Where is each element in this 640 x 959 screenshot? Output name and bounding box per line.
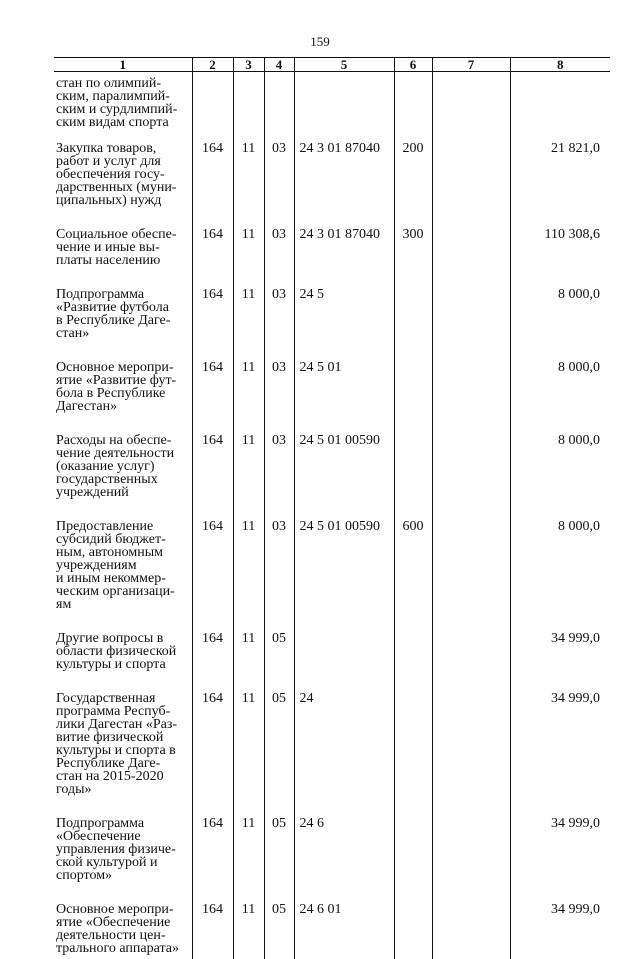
table-row [54,72,610,143]
column-header: 4 [264,58,294,72]
column-7-cell [432,288,510,361]
target-item-code-cell: 24 6 01 [294,903,394,959]
expense-name-cell: Основное меропри- ятие «Развитие фут- бола в Республике Дагестан» [54,361,192,434]
column-header: 1 [54,58,192,72]
subsection-code-cell [264,72,294,143]
column-7-cell [432,817,510,903]
page-number: 159 [0,34,640,50]
subsection-code-cell: 03 [264,228,294,288]
target-item-code-cell: 24 [294,692,394,817]
expense-type-code-cell [394,72,432,143]
table-row [54,228,610,288]
amount-cell: 8 000,0 [510,434,610,520]
subsection-code-cell: 05 [264,903,294,959]
column-header: 7 [432,58,510,72]
header-row [54,58,610,72]
column-7-cell [432,142,510,228]
column-header: 8 [510,58,610,72]
table-row [54,903,610,959]
ministry-code-cell: 164 [192,361,233,434]
subsection-code-cell: 03 [264,288,294,361]
table-header [54,58,610,72]
section-code-cell: 11 [233,142,264,228]
table-row [54,520,610,632]
expense-type-code-cell [394,903,432,959]
amount-cell [510,72,610,143]
column-7-cell [432,632,510,692]
subsection-code-cell: 03 [264,142,294,228]
column-header: 2 [192,58,233,72]
table-body [54,72,610,959]
amount-cell: 110 308,6 [510,228,610,288]
section-code-cell: 11 [233,692,264,817]
column-7-cell [432,361,510,434]
subsection-code-cell: 03 [264,434,294,520]
amount-cell: 34 999,0 [510,817,610,903]
amount-cell: 34 999,0 [510,692,610,817]
ministry-code-cell: 164 [192,288,233,361]
column-header: 6 [394,58,432,72]
section-code-cell: 11 [233,520,264,632]
table-row [54,817,610,903]
expense-name-cell: Основное меропри- ятие «Обеспечение деятельности цен- трального аппарата» [54,903,192,959]
section-code-cell: 11 [233,632,264,692]
ministry-code-cell: 164 [192,142,233,228]
subsection-code-cell: 05 [264,817,294,903]
target-item-code-cell: 24 5 01 [294,361,394,434]
ministry-code-cell [192,72,233,143]
column-7-cell [432,520,510,632]
column-7-cell [432,434,510,520]
subsection-code-cell: 03 [264,520,294,632]
column-header: 5 [294,58,394,72]
amount-cell: 8 000,0 [510,520,610,632]
ministry-code-cell: 164 [192,434,233,520]
ministry-code-cell: 164 [192,692,233,817]
section-code-cell: 11 [233,903,264,959]
column-header: 3 [233,58,264,72]
section-code-cell: 11 [233,288,264,361]
table-row [54,692,610,817]
subsection-code-cell: 05 [264,632,294,692]
amount-cell: 34 999,0 [510,903,610,959]
ministry-code-cell: 164 [192,632,233,692]
section-code-cell: 11 [233,228,264,288]
section-code-cell: 11 [233,434,264,520]
table-row [54,434,610,520]
amount-cell: 21 821,0 [510,142,610,228]
table-row [54,361,610,434]
budget-table [54,57,610,959]
ministry-code-cell: 164 [192,520,233,632]
subsection-code-cell: 05 [264,692,294,817]
target-item-code-cell [294,72,394,143]
expense-type-code-cell [394,632,432,692]
amount-cell: 8 000,0 [510,288,610,361]
column-7-cell [432,903,510,959]
expense-name-cell: Расходы на обеспе- чение деятельности (оказание услуг) государственных учреждений [54,434,192,520]
expense-name-cell: Предоставление субсидий бюджет- ным, автономным учреждениям и иным некоммер- ческим организаци- ям [54,520,192,632]
column-7-cell [432,692,510,817]
ministry-code-cell: 164 [192,817,233,903]
table-row [54,142,610,228]
expense-type-code-cell: 300 [394,228,432,288]
section-code-cell: 11 [233,361,264,434]
subsection-code-cell: 03 [264,361,294,434]
amount-cell: 8 000,0 [510,361,610,434]
expense-name-cell: Социальное обеспе- чение и иные вы- платы населению [54,228,192,288]
target-item-code-cell: 24 3 01 87040 [294,228,394,288]
expense-name-cell: Государственная программа Респуб- лики Дагестан «Раз- витие физической культуры и спорта в Республике Даге- стан на 2015-2020 годы» [54,692,192,817]
target-item-code-cell: 24 6 [294,817,394,903]
expense-name-cell: Другие вопросы в области физической культуры и спорта [54,632,192,692]
expense-name-cell: стан по олимпий- ским, паралимпий- ским и сурдлимпий- ским видам спорта [54,72,192,143]
table-row [54,632,610,692]
target-item-code-cell: 24 3 01 87040 [294,142,394,228]
expense-type-code-cell [394,288,432,361]
expense-name-cell: Подпрограмма «Обеспечение управления физиче- ской культурой и спортом» [54,817,192,903]
ministry-code-cell: 164 [192,228,233,288]
section-code-cell [233,72,264,143]
expense-name-cell: Подпрограмма «Развитие футбола в Республике Даге- стан» [54,288,192,361]
table-row [54,288,610,361]
column-7-cell [432,228,510,288]
column-7-cell [432,72,510,143]
amount-cell: 34 999,0 [510,632,610,692]
expense-name-cell: Закупка товаров, работ и услуг для обеспечения госу- дарственных (муни- ципальных) нужд [54,142,192,228]
target-item-code-cell: 24 5 01 00590 [294,434,394,520]
target-item-code-cell: 24 5 [294,288,394,361]
expense-type-code-cell: 200 [394,142,432,228]
target-item-code-cell [294,632,394,692]
expense-type-code-cell [394,692,432,817]
expense-type-code-cell [394,817,432,903]
expense-type-code-cell [394,434,432,520]
target-item-code-cell: 24 5 01 00590 [294,520,394,632]
expense-type-code-cell [394,361,432,434]
expense-type-code-cell: 600 [394,520,432,632]
ministry-code-cell: 164 [192,903,233,959]
section-code-cell: 11 [233,817,264,903]
